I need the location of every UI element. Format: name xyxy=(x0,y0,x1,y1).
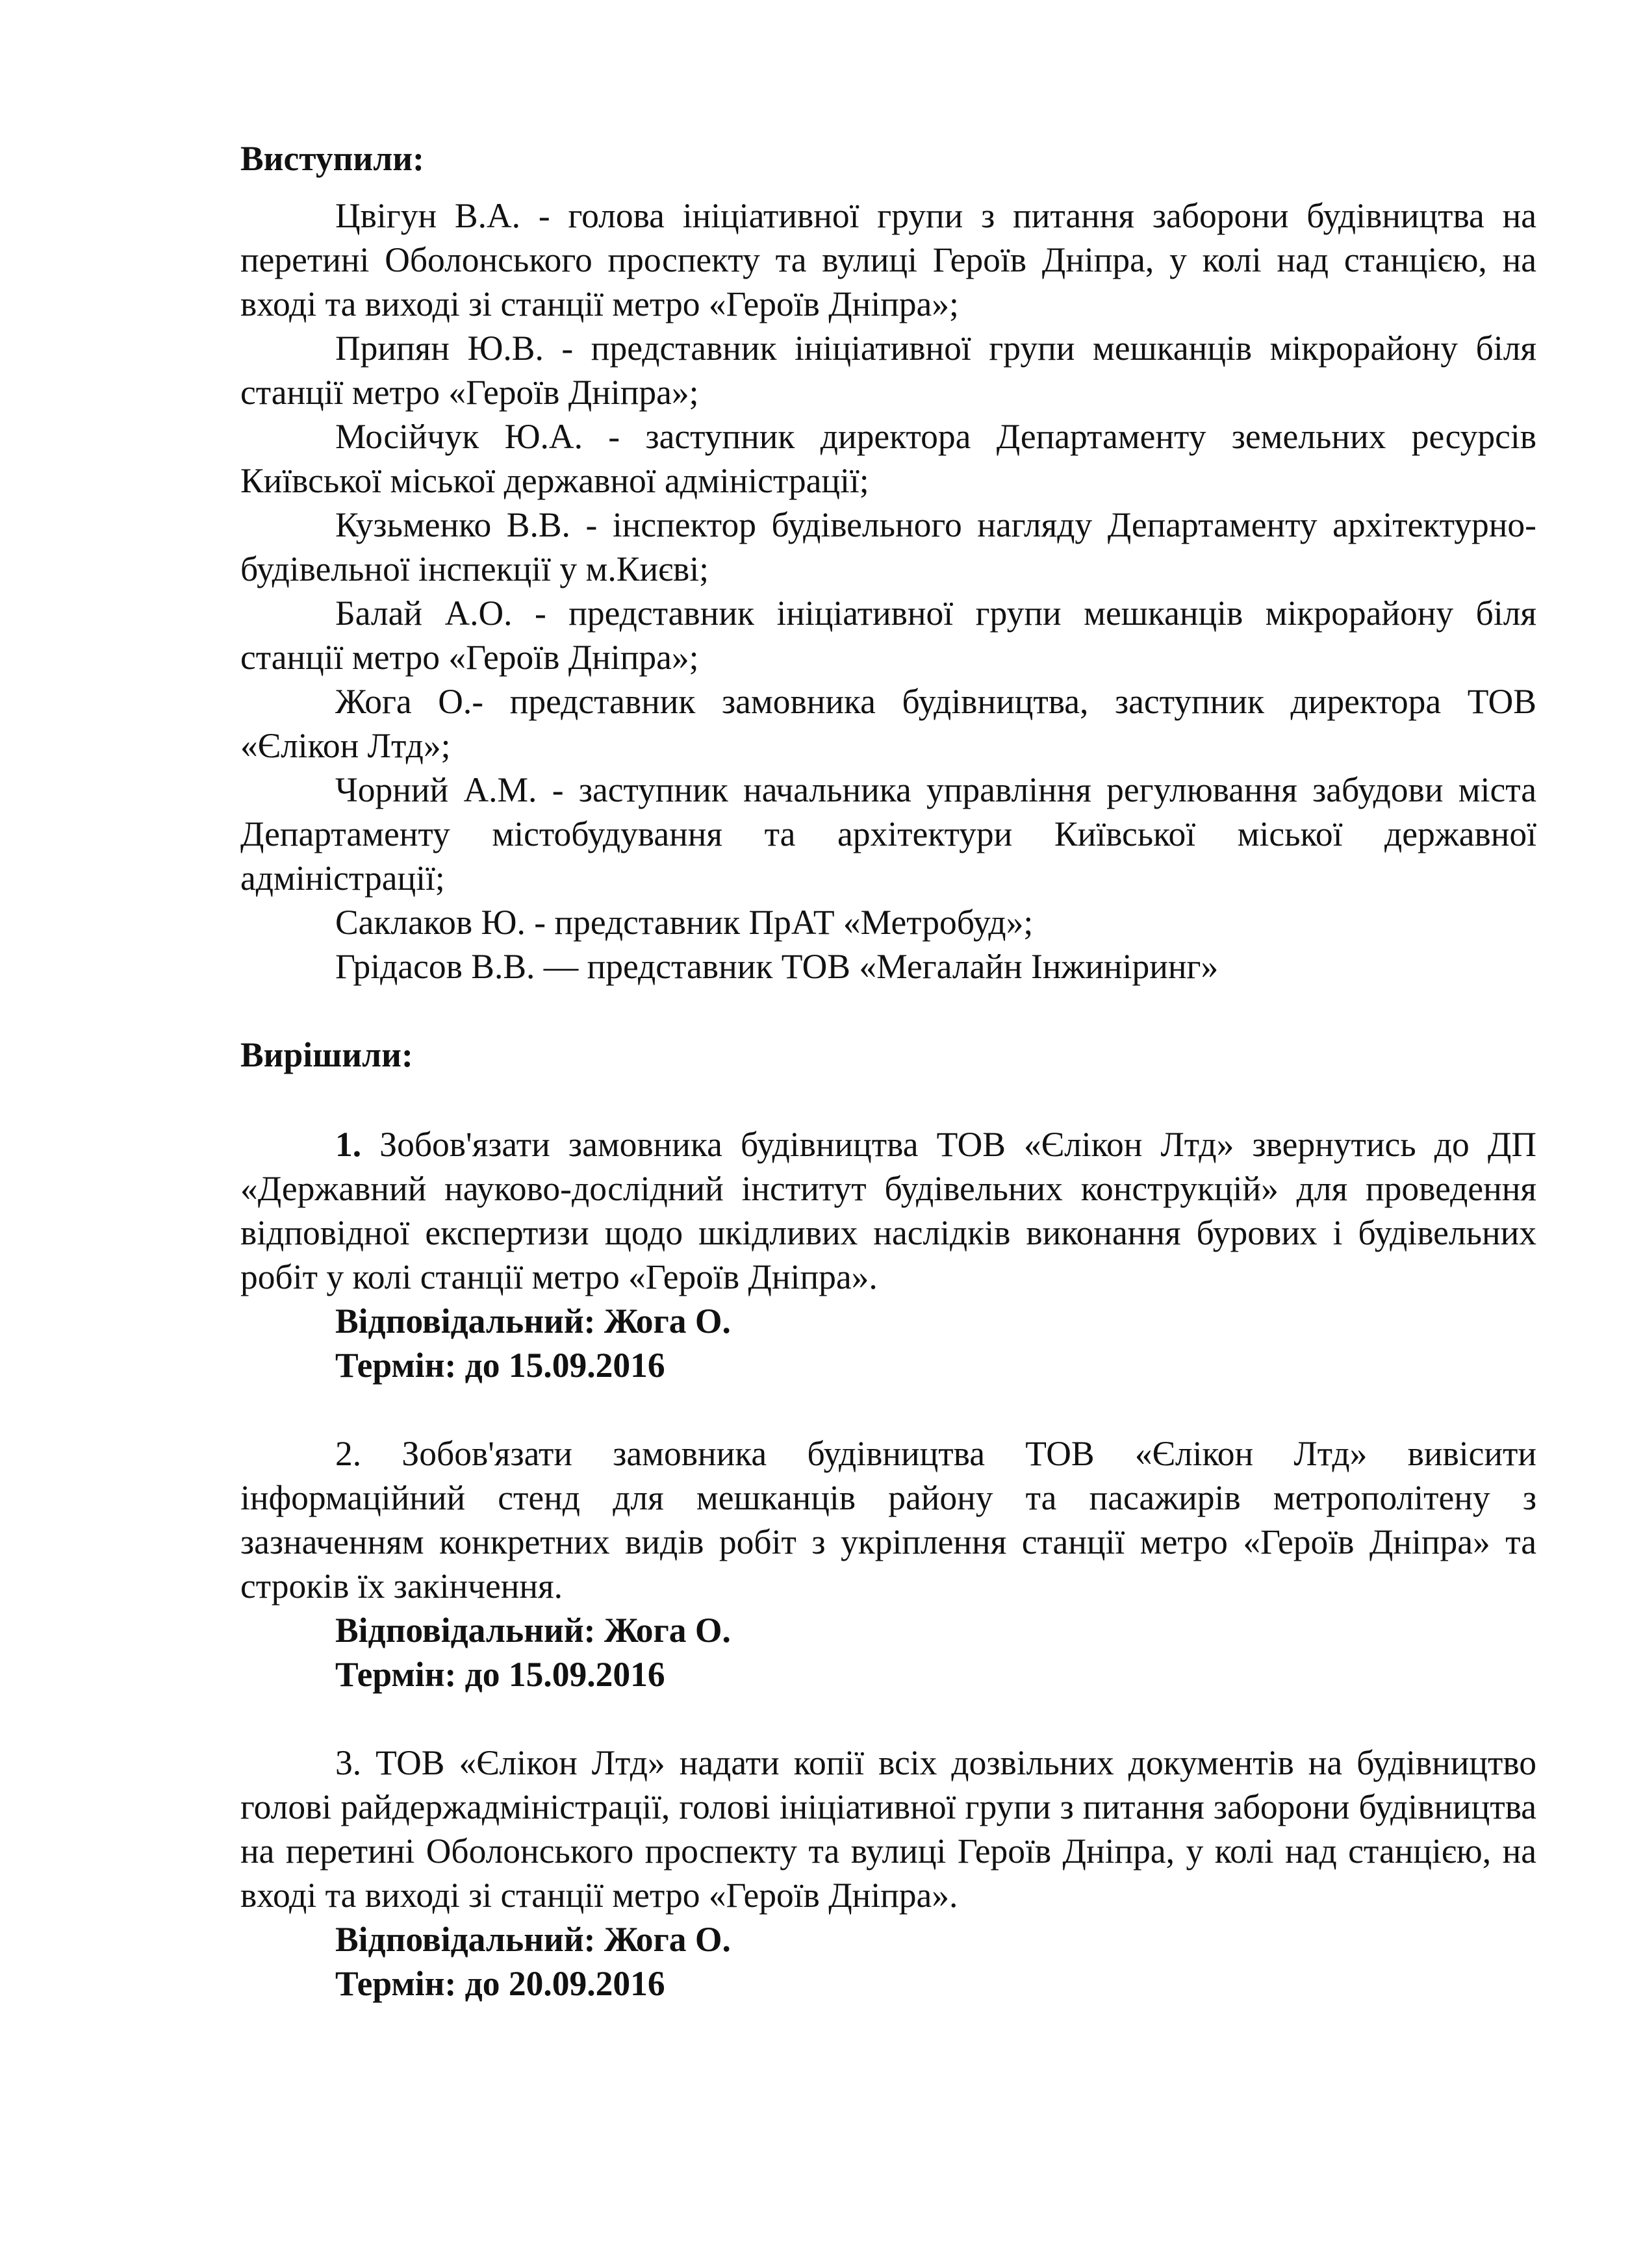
decision-responsible: Відповідальний: Жога О. xyxy=(335,1920,731,1959)
decision-number: 1. xyxy=(335,1125,362,1164)
speaker-entry: Балай А.О. - представник ініціативної групи мешканців мікрорайону біля станції метро «Героїв Дніпра»; xyxy=(240,594,1536,677)
decision-responsible: Відповідальний: Жога О. xyxy=(335,1611,731,1650)
decision-text xyxy=(240,1741,1536,1917)
decision-responsible: Відповідальний: Жога О. xyxy=(335,1302,731,1341)
speaker-entry: Цвігун В.А. - голова ініціативної групи з питання заборони будівництва на перетині Оболонського проспекту та вулиці Героїв Дніпра, у колі над станцією, на вході та виході зі станції метро «Героїв Дніпра»; xyxy=(240,196,1536,323)
decision-text xyxy=(240,1122,1536,1299)
speakers-heading: Виступили: xyxy=(240,139,424,178)
decision-deadline: Термін: до 15.09.2016 xyxy=(335,1655,665,1694)
decision-body: Зобов'язати замовника будівництва ТОВ «Єлікон Лтд» звернутись до ДП «Державний науково-дослідний інститут будівельних конструкцій» для проведення відповідної експертизи щодо шкідливих наслідків виконання бурових і будівельних робіт у колі станції метро «Героїв Дніпра». xyxy=(240,1125,1537,1296)
decision-text xyxy=(240,1431,1536,1608)
speaker-entry: Чорний А.М. - заступник начальника управління регулювання забудови міста Департаменту містобудування та архітектури Київської міської державної адміністрації; xyxy=(240,770,1536,898)
decision-number: 3. xyxy=(335,1743,362,1782)
decision-number: 2. xyxy=(335,1434,362,1473)
decision-deadline: Термін: до 20.09.2016 xyxy=(335,1964,665,2003)
decision-body: Зобов'язати замовника будівництва ТОВ «Єлікон Лтд» вивісити інформаційний стенд для мешканців району та пасажирів метрополітену з зазначенням конкретних видів робіт з укріплення станції метро «Героїв Дніпра» та строків їх закінчення. xyxy=(240,1434,1537,1606)
decision-item-2 xyxy=(240,1431,1536,1696)
decision-item-1 xyxy=(240,1122,1536,1387)
speaker-entry: Жога О.- представник замовника будівництва, заступник директора ТОВ «Єлікон Лтд»; xyxy=(240,682,1536,765)
decision-item-3 xyxy=(240,1741,1536,2006)
speaker-entry: Кузьменко В.В. - інспектор будівельного нагляду Департаменту архітектурно-будівельної інспекції у м.Києві; xyxy=(240,505,1536,588)
decisions-heading: Вирішили: xyxy=(240,1035,413,1074)
speaker-entry: Припян Ю.В. - представник ініціативної групи мешканців мікрорайону біля станції метро «Героїв Дніпра»; xyxy=(240,329,1536,412)
speaker-entry: Грідасов В.В. — представник ТОВ «Мегалайн Інжиніринг» xyxy=(335,947,1219,986)
speaker-entry: Мосійчук Ю.А. - заступник директора Департаменту земельних ресурсів Київської міської державної адміністрації; xyxy=(240,417,1536,500)
decision-body: ТОВ «Єлікон Лтд» надати копії всіх дозвільних документів на будівництво голові райдержадміністрації, голові ініціативної групи з питання заборони будівництва на перетині Оболонського проспекту та вулиці Героїв Дніпра, у колі над станцією, на вході та виході зі станції метро «Героїв Дніпра». xyxy=(240,1743,1537,1915)
document-page xyxy=(240,136,1536,2006)
speaker-entry: Саклаков Ю. - представник ПрАТ «Метробуд»; xyxy=(335,903,1034,942)
decision-deadline: Термін: до 15.09.2016 xyxy=(335,1346,665,1385)
